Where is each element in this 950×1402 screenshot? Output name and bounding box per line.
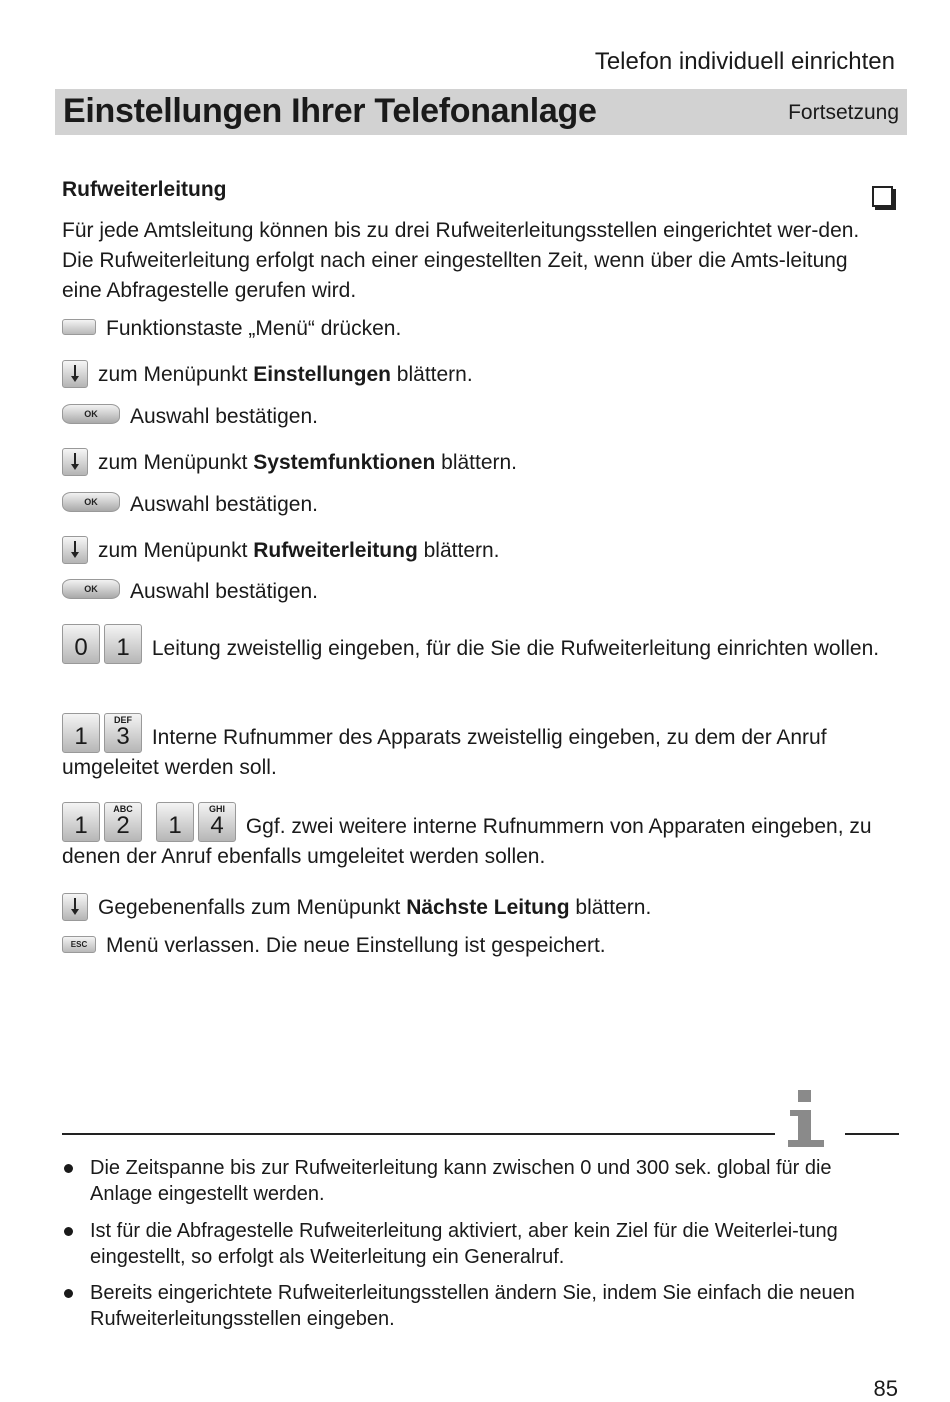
step-confirm	[62, 402, 892, 432]
step-text: Funktionstaste „Menü“ drücken.	[106, 317, 402, 340]
bullet-text: Ist für die Abfragestelle Rufweiterleitung aktiviert, aber kein Ziel für die Weiterlei-tung eingestellt, so erfolgt als Weiterleitung ein Generalruf.	[90, 1220, 838, 1268]
bullet-icon	[64, 1289, 73, 1298]
arrow-down-key-icon	[62, 360, 88, 388]
bullet-text: Bereits eingerichtete Rufweiterleitungsstellen ändern Sie, indem Sie einfach die neuen Rufweiterleitungsstellen eingeben.	[90, 1282, 855, 1330]
ok-key-icon: OK	[62, 492, 120, 512]
info-bullet	[62, 1280, 892, 1332]
step-text: Leitung zweistellig eingeben, für die Sie die Rufweiterleitung einrichten wollen.	[151, 637, 880, 660]
step-text: blättern.	[423, 539, 500, 562]
arrow-down-key-icon	[62, 893, 88, 921]
key-1-icon	[104, 624, 142, 664]
key-1-icon	[156, 802, 194, 842]
step-text: zum Menüpunkt	[98, 451, 248, 474]
intro-paragraph: Für jede Amtsleitung können bis zu drei Rufweiterleitungsstellen eingerichtet wer-den. Die Rufweiterleitung erfolgt nach einer eingestellten Zeit, wenn über die Amts-leitung eine Abfragestelle gerufen wird.	[62, 219, 860, 302]
bullet-icon	[64, 1227, 73, 1236]
step-confirm	[62, 490, 892, 520]
step-internal-number	[62, 713, 892, 783]
bullet-text: Die Zeitspanne bis zur Rufweiterleitung kann zwischen 0 und 300 sek. global für die Anlage eingestellt werden.	[90, 1157, 832, 1205]
ok-key-icon: OK	[62, 579, 120, 599]
info-icon	[782, 1078, 834, 1148]
section-heading: Rufweiterleitung	[62, 178, 227, 201]
key-digit: 0	[74, 634, 88, 661]
page-title: Einstellungen Ihrer Telefonanlage	[63, 92, 597, 130]
step-text: Auswahl bestätigen.	[130, 493, 318, 516]
continuation-label: Fortsetzung	[788, 101, 899, 124]
step-text: blättern.	[441, 451, 518, 474]
step-text: Ggf. zwei weitere interne Rufnummern von Apparaten eingeben, zu denen der Anruf ebenfalls umgeleitet werden sollen.	[62, 815, 872, 868]
step-further-numbers	[62, 802, 892, 872]
step-scroll-systemfunktionen	[62, 448, 892, 478]
key-digit: 1	[74, 812, 88, 839]
info-divider	[62, 1133, 775, 1135]
step-menu	[62, 314, 892, 344]
checkbox-icon	[872, 186, 893, 207]
arrow-down-key-icon	[62, 448, 88, 476]
step-text: blättern.	[396, 363, 473, 386]
step-text: Auswahl bestätigen.	[130, 405, 318, 428]
key-letters: GHI	[208, 804, 225, 814]
step-text: Auswahl bestätigen.	[130, 580, 318, 603]
key-1-icon	[62, 713, 100, 753]
key-digit: 1	[168, 812, 182, 839]
step-text: blättern.	[575, 896, 652, 919]
esc-key-icon: ESC	[62, 936, 96, 953]
step-text: Menü verlassen. Die neue Einstellung ist gespeichert.	[106, 934, 606, 957]
key-digit: 3	[116, 723, 130, 750]
key-1-icon	[62, 802, 100, 842]
key-letters: ABC	[113, 804, 133, 814]
key-letters: DEF	[114, 715, 132, 725]
key-3-def-icon	[104, 713, 142, 753]
step-text: Interne Rufnummer des Apparats zweistellig eingeben, zu dem der Anruf umgeleitet werden soll.	[62, 726, 827, 779]
title-bar	[55, 89, 907, 135]
step-exit	[62, 931, 892, 961]
step-next-line	[62, 893, 892, 923]
page-number: 85	[873, 1376, 898, 1401]
menu-item-name: Einstellungen	[253, 363, 391, 386]
info-bullet	[62, 1218, 892, 1270]
menu-item-name: Nächste Leitung	[406, 896, 570, 919]
info-bullet	[62, 1155, 892, 1207]
key-digit: 4	[210, 812, 224, 839]
step-line-entry	[62, 624, 892, 664]
key-digit: 1	[116, 634, 130, 661]
key-digit: 1	[74, 723, 88, 750]
step-text: zum Menüpunkt	[98, 363, 248, 386]
step-text: zum Menüpunkt	[98, 539, 248, 562]
ok-key-icon: OK	[62, 404, 120, 424]
arrow-down-key-icon	[62, 536, 88, 564]
menu-key-icon	[62, 319, 96, 335]
step-scroll-einstellungen	[62, 360, 892, 390]
chapter-header: Telefon individuell einrichten	[594, 48, 895, 75]
key-2-abc-icon	[104, 802, 142, 842]
menu-item-name: Systemfunktionen	[253, 451, 436, 474]
key-0-icon	[62, 624, 100, 664]
menu-item-name: Rufweiterleitung	[253, 539, 418, 562]
step-text: Gegebenenfalls zum Menüpunkt	[98, 896, 401, 919]
key-4-ghi-icon	[198, 802, 236, 842]
step-scroll-rufweiterleitung	[62, 536, 892, 566]
bullet-icon	[64, 1164, 73, 1173]
step-confirm	[62, 577, 892, 607]
key-digit: 2	[116, 812, 130, 839]
info-divider	[845, 1133, 899, 1135]
